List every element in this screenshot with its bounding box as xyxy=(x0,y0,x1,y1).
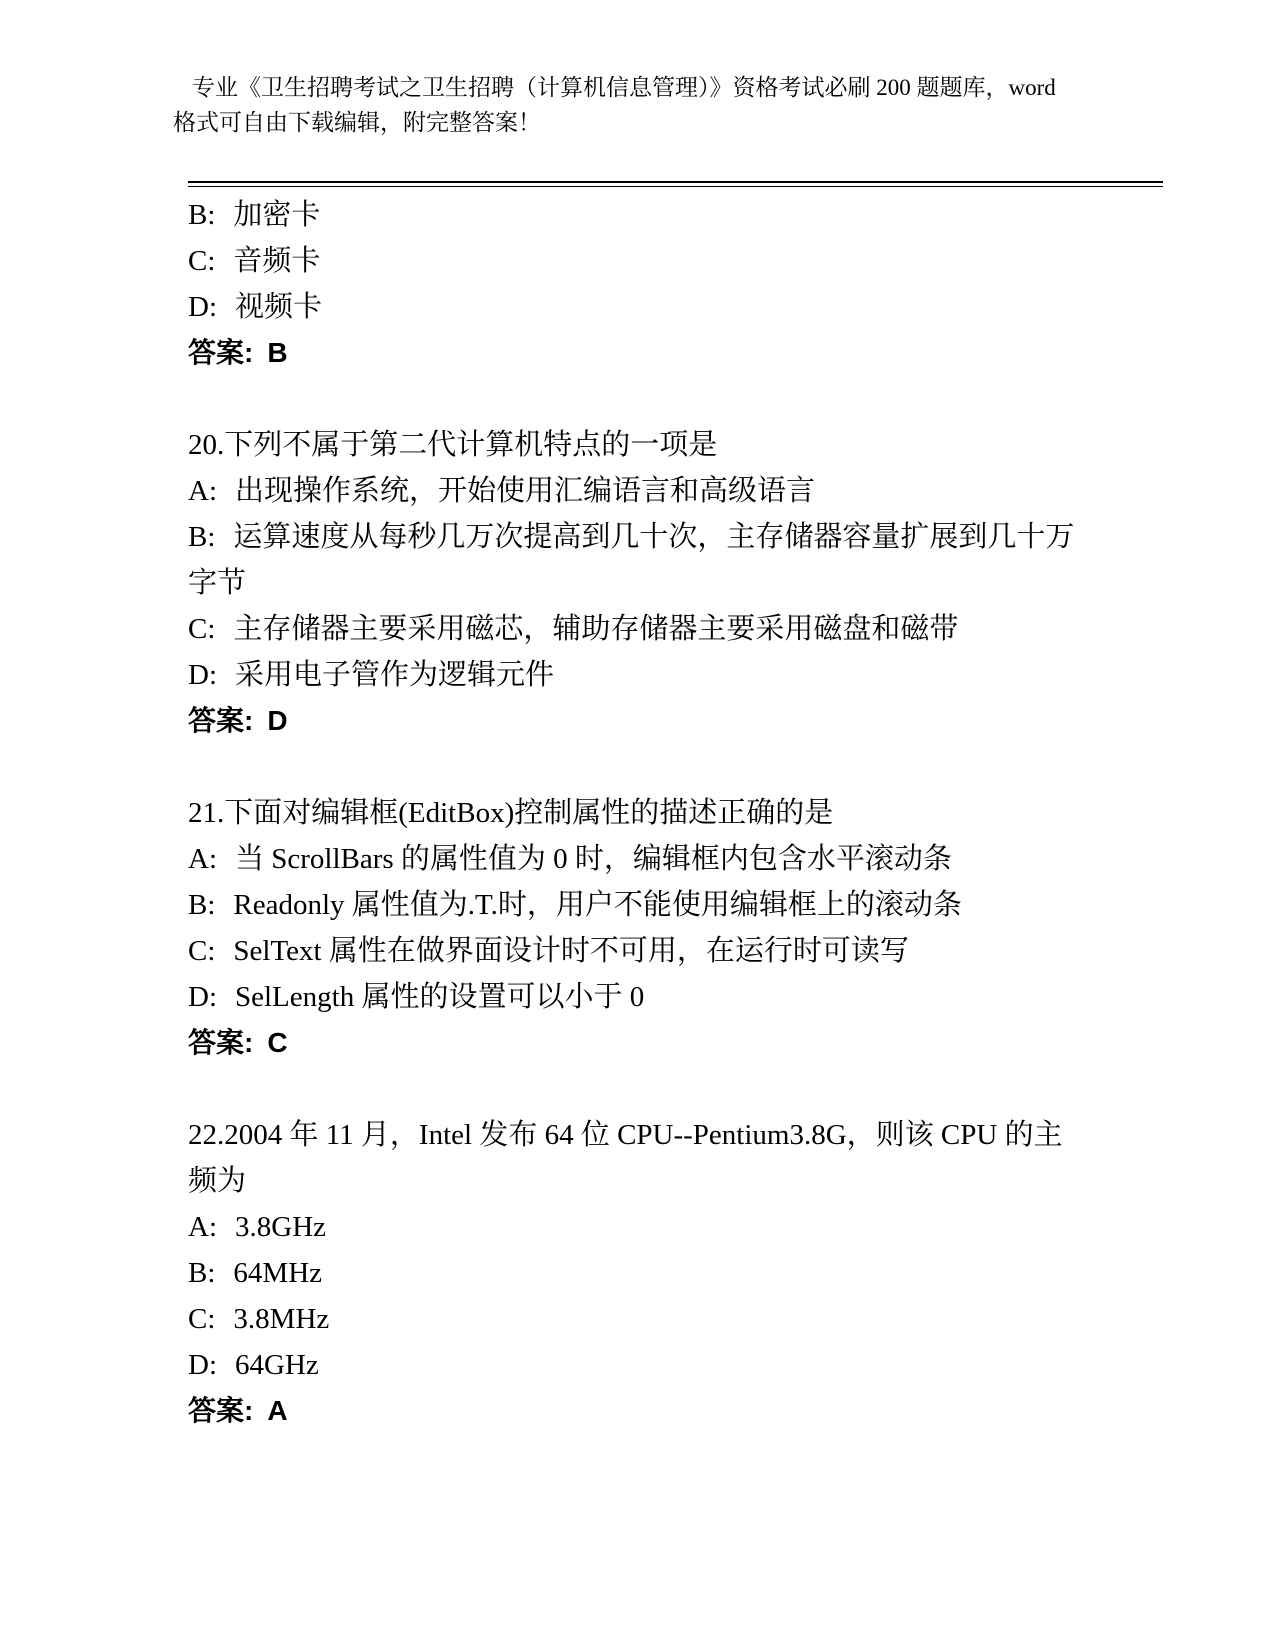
question-stem-text: 2004 年 11 月，Intel 发布 64 位 CPU--Pentium3.8G，则该 CPU 的主频为 xyxy=(188,1119,1063,1197)
question-number: 22. xyxy=(188,1119,225,1151)
question-stem xyxy=(188,790,1090,836)
option-line xyxy=(188,882,1090,928)
document-content xyxy=(188,192,1090,1434)
option-line xyxy=(188,836,1090,882)
option-label: C: xyxy=(188,613,216,645)
option-line xyxy=(188,652,1090,698)
option-label: C: xyxy=(188,245,216,277)
option-text: 主存储器主要采用磁芯，辅助存储器主要采用磁盘和磁带 xyxy=(233,613,959,645)
option-label: D: xyxy=(188,981,217,1013)
question-stem-text: 下面对编辑框(EditBox)控制属性的描述正确的是 xyxy=(224,797,834,829)
answer-label: 答案: xyxy=(188,1027,254,1058)
option-text: 采用电子管作为逻辑元件 xyxy=(235,659,555,691)
answer-line xyxy=(188,698,1090,744)
option-text: 64MHz xyxy=(233,1257,323,1289)
option-text: 3.8MHz xyxy=(233,1303,330,1335)
option-text: 加密卡 xyxy=(233,199,321,231)
option-label: A: xyxy=(188,1211,217,1243)
question-number: 20. xyxy=(188,429,225,461)
option-label: B: xyxy=(188,199,216,231)
question-stem xyxy=(188,422,1090,468)
answer-value: B xyxy=(267,337,288,368)
partial-question-block xyxy=(188,192,1090,376)
answer-line xyxy=(188,1388,1090,1434)
answer-line xyxy=(188,1020,1090,1066)
option-line xyxy=(188,468,1090,514)
answer-line xyxy=(188,330,1090,376)
option-label: B: xyxy=(188,1257,216,1289)
option-label: A: xyxy=(188,475,217,507)
question-stem xyxy=(188,1112,1090,1204)
option-text: 当 ScrollBars 的属性值为 0 时，编辑框内包含水平滚动条 xyxy=(235,843,952,875)
option-line xyxy=(188,514,1090,606)
option-text: 音频卡 xyxy=(233,245,321,277)
option-label: A: xyxy=(188,843,217,875)
option-label: D: xyxy=(188,659,217,691)
option-line xyxy=(188,284,1090,330)
option-label: D: xyxy=(188,291,217,323)
answer-label: 答案: xyxy=(188,1395,254,1426)
option-line xyxy=(188,928,1090,974)
option-line xyxy=(188,1296,1090,1342)
answer-value: C xyxy=(267,1027,288,1058)
option-line xyxy=(188,1204,1090,1250)
question-block xyxy=(188,422,1090,744)
option-line xyxy=(188,1250,1090,1296)
option-text: 视频卡 xyxy=(235,291,323,323)
question-stem-text: 下列不属于第二代计算机特点的一项是 xyxy=(224,429,718,461)
option-label: D: xyxy=(188,1349,217,1381)
option-line xyxy=(188,192,1090,238)
header-text: 专业《卫生招聘考试之卫生招聘（计算机信息管理）》资格考试必刷 200 题题库，word 格式可自由下载编辑，附完整答案！ xyxy=(173,75,1056,135)
option-line xyxy=(188,606,1090,652)
option-text: Readonly 属性值为.T.时，用户不能使用编辑框上的滚动条 xyxy=(233,889,962,921)
option-text: SelText 属性在做界面设计时不可用，在运行时可读写 xyxy=(233,935,909,967)
option-label: C: xyxy=(188,1303,216,1335)
question-block xyxy=(188,790,1090,1066)
answer-value: D xyxy=(267,705,288,736)
option-text: 3.8GHz xyxy=(235,1211,327,1243)
option-label: C: xyxy=(188,935,216,967)
option-text: 出现操作系统，开始使用汇编语言和高级语言 xyxy=(235,475,816,507)
question-number: 21. xyxy=(188,797,225,829)
option-line xyxy=(188,974,1090,1020)
option-line xyxy=(188,1342,1090,1388)
option-text: SelLength 属性的设置可以小于 0 xyxy=(235,981,645,1013)
document-header xyxy=(173,70,1073,140)
option-line xyxy=(188,238,1090,284)
answer-label: 答案: xyxy=(188,337,254,368)
option-text: 64GHz xyxy=(235,1349,319,1381)
question-block xyxy=(188,1112,1090,1434)
option-text: 运算速度从每秒几万次提高到几十次，主存储器容量扩展到几十万字节 xyxy=(188,521,1075,599)
option-label: B: xyxy=(188,521,216,553)
answer-label: 答案: xyxy=(188,705,254,736)
answer-value: A xyxy=(267,1395,288,1426)
header-rule xyxy=(188,181,1163,187)
option-label: B: xyxy=(188,889,216,921)
